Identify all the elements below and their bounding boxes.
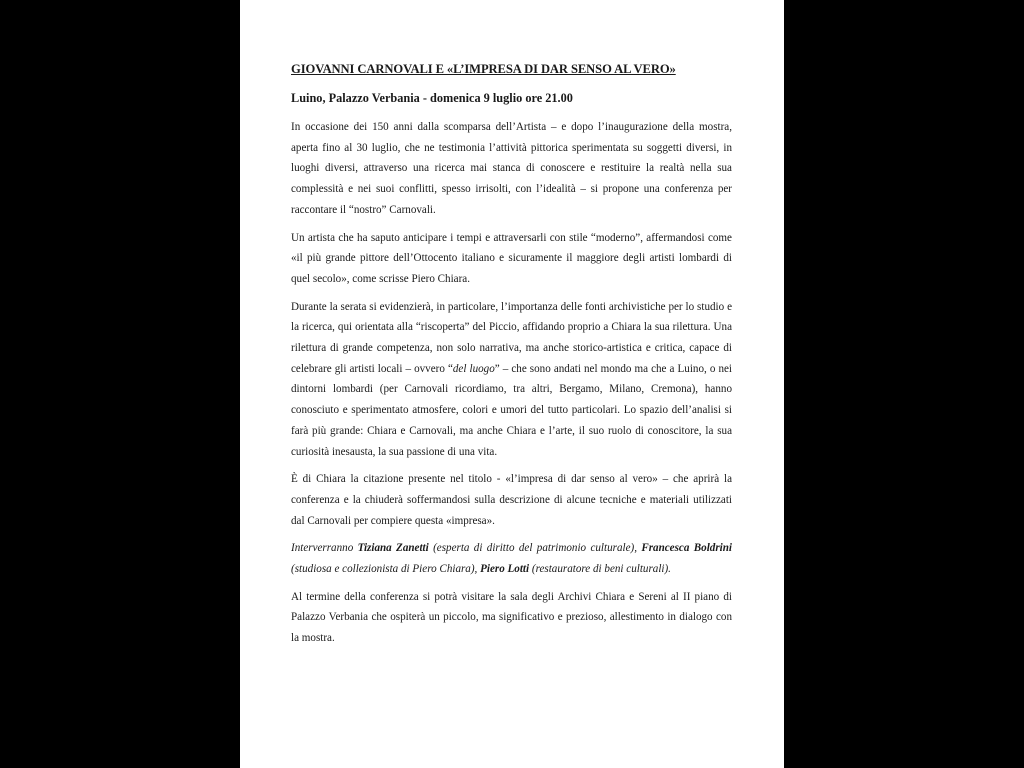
paragraph-speakers (291, 538, 732, 579)
event-subtitle: Luino, Palazzo Verbania - domenica 9 luglio ore 21.00 (291, 91, 573, 105)
paragraph-intro: In occasione dei 150 anni dalla scomparsa dell’Artista – e dopo l’inaugurazione della mostra, aperta fino al 30 luglio, che ne testimonia l’attività pittorica sperimentata su soggetti diversi, in luoghi diversi, attraverso una ricerca mai stanca di conoscere e restituire la realtà nella sua complessità e nei suoi conflitti, spesso irrisolti, con l’idealità – si propone una conferenza per raccontare il “nostro” Carnovali. (291, 121, 732, 216)
paragraph-evening-text-2: ” – che sono andati nel mondo ma che a Luino, o nei dintorni lombardi (per Carnovali ricordiamo, tra altri, Bergamo, Milano, Cremona), hanno conosciuto e sperimentato atmosfere, colori e umori del tutto particolari. Lo spazio dell’analisi si farà più grande: Chiara e Carnovali, ma anche Chiara e l’arte, il suo ruolo di conoscitore, la sua curiosità inesausta, la sua passione di una vita. (291, 362, 732, 458)
speaker-name: Francesca Boldrini (641, 542, 732, 555)
speaker-name: Piero Lotti (480, 563, 530, 576)
paragraph-artist: Un artista che ha saputo anticipare i tempi e attraversarli con stile “moderno”, affermandosi come «il più grande pittore dell’Ottocento italiano e sicuramente il maggiore degli artisti lombardi di quel secolo», come scrisse Piero Chiara. (291, 231, 732, 285)
paragraph-evening (291, 297, 732, 463)
speaker-role: (studiosa e collezionista di Piero Chiara), (291, 563, 481, 576)
paragraph-citation: È di Chiara la citazione presente nel titolo - «l’impresa di dar senso al vero» – che aprirà la conferenza e la chiuderà soffermandosi sulla descrizione di alcune tecniche e materiali utilizzati dal Carnovali per compiere questa «impresa». (291, 473, 732, 527)
paragraph-evening-text-1: Durante la serata si evidenzierà, in particolare, l’importanza delle fonti archivistiche per lo studio e la ricerca, qui orientata alla “riscoperta” del Piccio, affidando proprio a Chiara la sua rilettura. Una rilettura di grande competenza, non solo narrativa, ma anche storico-artistica e critica, capace di celebrare gli artisti locali – ovvero “ (291, 300, 732, 375)
paragraph-closing: Al termine della conferenza si potrà visitare la sala degli Archivi Chiara e Sereni al II piano di Palazzo Verbania che ospiterà un piccolo, ma significativo e prezioso, allestimento in dialogo con la mostra. (291, 590, 732, 645)
speaker-role: (esperta di diritto del patrimonio culturale), (428, 542, 642, 555)
speakers-intro: Interverranno (291, 542, 358, 555)
speaker-role: (restauratore di beni culturali). (529, 563, 671, 576)
paragraph-evening-italic: del luogo (452, 362, 495, 375)
speaker-name: Tiziana Zanetti (357, 542, 429, 555)
document-page (240, 0, 784, 768)
document-title: GIOVANNI CARNOVALI E «L’IMPRESA DI DAR SENSO AL VERO» (291, 62, 676, 76)
